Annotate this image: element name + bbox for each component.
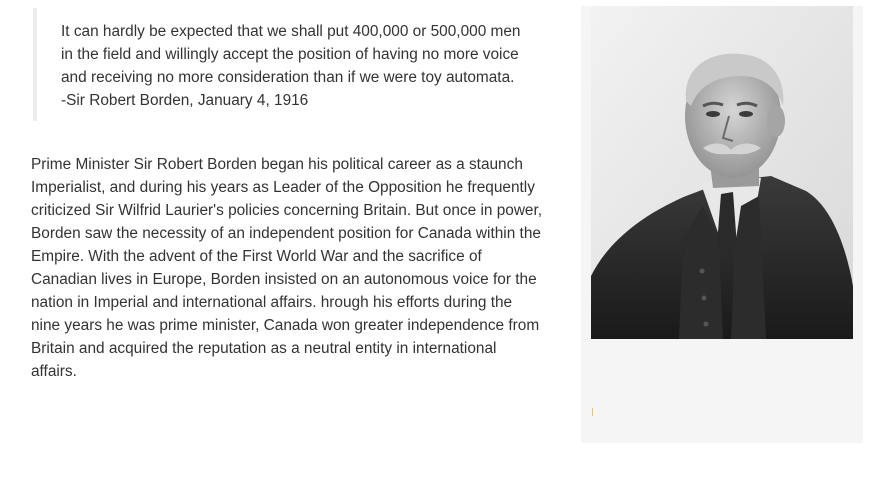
- article-line: Britain and acquired the reputation as a neutral entity in international: [31, 340, 497, 357]
- article-line: Borden saw the necessity of an independent position for Canada within the: [31, 225, 541, 242]
- article-line: Empire. With the advent of the First World War and the sacrifice of: [31, 248, 482, 265]
- article-paragraph: [31, 153, 576, 383]
- article-line: Prime Minister Sir Robert Borden began his political career as a staunch: [31, 156, 523, 173]
- article-line: Imperialist, and during his years as Leader of the Opposition he frequently: [31, 179, 535, 196]
- image-sidebar: [581, 6, 863, 443]
- caption-marker: [592, 408, 593, 416]
- quote-attribution: -Sir Robert Borden, January 4, 1916: [61, 92, 309, 109]
- article-line: criticized Sir Wilfrid Laurier's policies concerning Britain. But once in power,: [31, 202, 543, 219]
- article-line: nine years he was prime minister, Canada won greater independence from: [31, 317, 540, 334]
- quote-line: in the field and willingly accept the position of having no more voice: [61, 46, 519, 63]
- quote-block: [33, 8, 563, 121]
- portrait-photo-icon: [591, 6, 853, 339]
- quote-line: and receiving no more consideration than if we were toy automata.: [61, 69, 515, 86]
- article-line: nation in Imperial and international affairs. hrough his efforts during the: [31, 294, 513, 311]
- quote-line: It can hardly be expected that we shall put 400,000 or 500,000 men: [61, 23, 521, 40]
- article-line: Canadian lives in Europe, Borden insisted on an autonomous voice for the: [31, 271, 537, 288]
- article-line: affairs.: [31, 363, 77, 380]
- portrait-image[interactable]: [591, 6, 853, 339]
